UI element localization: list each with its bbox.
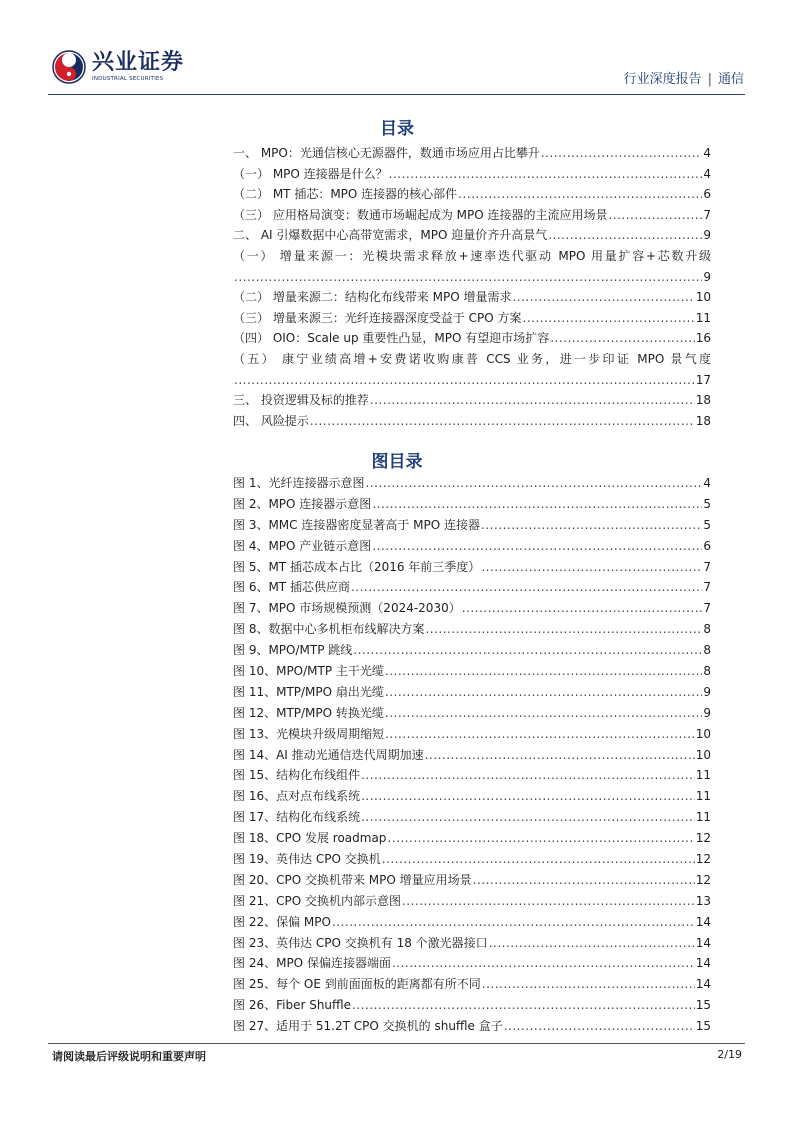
figure-entry[interactable] xyxy=(233,536,711,557)
toc-entry-page: 11 xyxy=(695,310,711,325)
figure-leader-dots xyxy=(481,557,702,578)
figure-page: 11 xyxy=(695,768,711,783)
figure-leader-dots xyxy=(385,661,702,682)
figure-label: MTP/MPO 扇出光缆 xyxy=(276,684,384,699)
figure-number: 图 9、 xyxy=(233,643,269,658)
footer-disclaimer[interactable]: 请阅读最后评级说明和重要声明 xyxy=(52,1050,206,1063)
figure-entry[interactable] xyxy=(233,682,711,703)
figure-label: 英伟达 CPO 交换机 xyxy=(276,852,381,867)
figure-number: 图 18、 xyxy=(233,831,277,846)
figure-leader-dots xyxy=(365,473,702,494)
toc-leader-dots xyxy=(370,390,695,411)
footer-divider xyxy=(48,1043,745,1044)
figure-entry[interactable] xyxy=(233,640,711,661)
figure-page: 14 xyxy=(695,914,711,929)
figure-entry[interactable] xyxy=(233,557,711,578)
figure-number: 图 20、 xyxy=(233,872,277,887)
toc-entry-label: （一） MPO 连接器是什么？ xyxy=(233,166,388,181)
figure-label: 光纤连接器示意图 xyxy=(268,476,365,490)
toc-entry[interactable] xyxy=(233,246,711,267)
figure-number: 图 19、 xyxy=(233,852,277,867)
figure-number: 图 17、 xyxy=(233,810,277,825)
toc-entry-label: 三、 投资逻辑及标的推荐 xyxy=(233,393,369,408)
figure-entry[interactable] xyxy=(233,765,711,786)
figure-entry[interactable] xyxy=(233,828,711,849)
figure-number: 图 3、 xyxy=(233,517,269,532)
toc-leader-dots xyxy=(608,205,702,226)
toc-entry-label: （二） 增量来源二：结构化布线带来 MPO 增量需求 xyxy=(233,290,512,305)
figure-leader-dots xyxy=(392,953,695,974)
toc-entry-page: 7 xyxy=(703,207,711,222)
figure-label: 英伟达 CPO 交换机有 18 个激光器接口 xyxy=(276,935,488,950)
figure-number: 图 24、 xyxy=(233,956,277,971)
toc-entry[interactable] xyxy=(233,164,711,185)
toc-entry-continuation[interactable] xyxy=(233,267,711,288)
figure-entry[interactable] xyxy=(233,1016,711,1037)
figure-entry[interactable] xyxy=(233,619,711,640)
figure-entry[interactable] xyxy=(233,786,711,807)
figure-page: 14 xyxy=(695,977,711,992)
toc-entry[interactable] xyxy=(233,205,711,226)
industry-label: 通信 xyxy=(717,72,744,87)
toc-leader-dots xyxy=(541,143,703,164)
figure-label: CPO 交换机带来 MPO 增量应用场景 xyxy=(276,872,472,887)
toc-entry-page: 6 xyxy=(703,187,711,202)
toc-entry-label: （三） 增量来源三：光纤连接器深度受益于 CPO 方案 xyxy=(233,310,522,325)
figure-entry[interactable] xyxy=(233,661,711,682)
company-logo xyxy=(52,50,202,90)
list-of-figures xyxy=(233,473,711,1037)
figure-leader-dots xyxy=(352,995,695,1016)
figure-page: 5 xyxy=(703,496,711,511)
figure-number: 图 1、 xyxy=(233,476,269,490)
toc-entry-page: 18 xyxy=(695,393,711,408)
figure-entry[interactable] xyxy=(233,745,711,766)
toc-title: 目录 xyxy=(380,119,414,139)
table-of-contents xyxy=(233,143,711,431)
figure-label: 点对点布线系统 xyxy=(276,789,361,804)
page-header xyxy=(0,0,794,96)
figure-entry[interactable] xyxy=(233,598,711,619)
figure-page: 12 xyxy=(695,872,711,887)
toc-entry[interactable] xyxy=(233,328,711,349)
figure-entry[interactable] xyxy=(233,577,711,598)
figure-number: 图 15、 xyxy=(233,768,277,783)
toc-entry[interactable] xyxy=(233,411,711,432)
figure-number: 图 10、 xyxy=(233,664,277,679)
figure-leader-dots xyxy=(353,640,702,661)
figure-label: MPO 市场规模预测（2024-2030） xyxy=(268,601,461,616)
figure-entry[interactable] xyxy=(233,473,711,494)
figure-entry[interactable] xyxy=(233,494,711,515)
figure-number: 图 11、 xyxy=(233,684,277,699)
figure-page: 4 xyxy=(703,476,711,490)
figure-label: 光模块升级周期缩短 xyxy=(276,726,385,741)
toc-entry-page: 18 xyxy=(695,413,711,428)
figure-label: CPO 发展 roadmap xyxy=(276,831,387,846)
figure-leader-dots xyxy=(361,786,695,807)
figure-leader-dots xyxy=(473,870,695,891)
toc-entry-label: 二、 AI 引爆数据中心高带宽需求，MPO 迎量价齐升高景气 xyxy=(233,228,548,243)
page-number: 2/19 xyxy=(717,1048,742,1061)
figure-leader-dots xyxy=(382,849,695,870)
figure-page: 9 xyxy=(703,684,711,699)
figure-entry[interactable] xyxy=(233,891,711,912)
figure-label: MTP/MPO 转换光缆 xyxy=(276,705,384,720)
figure-number: 图 12、 xyxy=(233,705,277,720)
figure-number: 图 25、 xyxy=(233,977,277,992)
figure-label: 数据中心多机柜布线解决方案 xyxy=(268,622,425,637)
figure-label: 每个 OE 到前面面板的距离都有所不同 xyxy=(276,977,481,992)
figure-page: 12 xyxy=(695,831,711,846)
figure-entry[interactable] xyxy=(233,974,711,995)
figure-number: 图 2、 xyxy=(233,496,269,511)
figure-label: CPO 交换机内部示意图 xyxy=(276,893,401,908)
figure-label: MT 插芯供应商 xyxy=(268,580,350,595)
figure-label: MPO 连接器示意图 xyxy=(268,496,372,511)
figure-entry[interactable] xyxy=(233,933,711,954)
toc-leader-dots xyxy=(458,184,702,205)
toc-leader-dots xyxy=(389,164,703,185)
figure-number: 图 16、 xyxy=(233,789,277,804)
toc-entry-label: （三） 应用格局演变：数通市场崛起成为 MPO 连接器的主流应用场景 xyxy=(233,207,608,222)
figure-label: 保偏 MPO xyxy=(276,914,331,929)
figure-leader-dots xyxy=(402,891,695,912)
logo-english-name: INDUSTRIAL SECURITIES xyxy=(92,76,164,82)
figure-page: 12 xyxy=(695,852,711,867)
figure-number: 图 13、 xyxy=(233,726,277,741)
figure-label: MMC 连接器密度显著高于 MPO 连接器 xyxy=(268,517,481,532)
figure-page: 6 xyxy=(703,538,711,553)
figure-page: 7 xyxy=(703,580,711,595)
toc-entry[interactable] xyxy=(233,349,711,370)
figure-label: MPO/MTP 主干光缆 xyxy=(276,664,384,679)
figure-number: 图 26、 xyxy=(233,998,277,1013)
toc-entry-page: 4 xyxy=(703,146,711,160)
figure-entry[interactable] xyxy=(233,724,711,745)
figure-leader-dots xyxy=(332,912,695,933)
figure-label: 结构化布线组件 xyxy=(276,768,361,783)
toc-entry-label: 四、 风险提示 xyxy=(233,413,309,428)
figure-number: 图 14、 xyxy=(233,747,277,762)
figure-entry[interactable] xyxy=(233,515,711,536)
toc-entry-continuation[interactable] xyxy=(233,370,711,391)
toc-entry-label: 一、 MPO：光通信核心无源器件，数通市场应用占比攀升 xyxy=(233,146,540,160)
figure-entry[interactable] xyxy=(233,912,711,933)
figure-label: 适用于 51.2T CPO 交换机的 shuffle 盒子 xyxy=(276,1019,503,1034)
figure-page: 14 xyxy=(695,935,711,950)
figure-label: 结构化布线系统 xyxy=(276,810,361,825)
figure-number: 图 27、 xyxy=(233,1019,277,1034)
figure-label: AI 推动光通信迭代周期加速 xyxy=(276,747,424,762)
figure-leader-dots xyxy=(481,515,702,536)
figure-number: 图 23、 xyxy=(233,935,277,950)
figure-page: 11 xyxy=(695,789,711,804)
figure-label: Fiber Shuffle xyxy=(276,998,352,1013)
figure-number: 图 6、 xyxy=(233,580,269,595)
figure-label: MPO 产业链示意图 xyxy=(268,538,372,553)
figure-number: 图 4、 xyxy=(233,538,269,553)
figure-page: 8 xyxy=(703,664,711,679)
figure-leader-dots xyxy=(504,1016,695,1037)
toc-leader-dots xyxy=(548,225,702,246)
figure-leader-dots xyxy=(361,765,695,786)
toc-entry[interactable] xyxy=(233,287,711,308)
figure-page: 15 xyxy=(695,1019,711,1034)
figure-page: 10 xyxy=(695,726,711,741)
figure-number: 图 5、 xyxy=(233,559,269,574)
figure-leader-dots xyxy=(462,598,703,619)
figures-title: 图目录 xyxy=(371,452,423,472)
figure-page: 9 xyxy=(703,705,711,720)
figure-leader-dots xyxy=(372,536,702,557)
figure-page: 8 xyxy=(703,622,711,637)
toc-entry[interactable] xyxy=(233,308,711,329)
figure-entry[interactable] xyxy=(233,870,711,891)
figure-entry[interactable] xyxy=(233,953,711,974)
toc-entry-page: 9 xyxy=(703,228,711,243)
figure-entry[interactable] xyxy=(233,995,711,1016)
toc-leader-dots xyxy=(234,267,702,288)
toc-entry-page: 9 xyxy=(703,269,711,284)
figure-label: MPO 保偏连接器端面 xyxy=(276,956,391,971)
toc-leader-dots xyxy=(512,287,694,308)
figure-leader-dots xyxy=(385,703,702,724)
figure-label: MPO/MTP 跳线 xyxy=(268,643,353,658)
header-divider xyxy=(48,94,745,95)
figure-page: 13 xyxy=(695,893,711,908)
toc-entry[interactable] xyxy=(233,143,711,164)
toc-entry[interactable] xyxy=(233,184,711,205)
figure-entry[interactable] xyxy=(233,807,711,828)
toc-leader-dots xyxy=(234,370,695,391)
figure-number: 图 22、 xyxy=(233,914,277,929)
figure-page: 7 xyxy=(703,601,711,616)
figure-leader-dots xyxy=(351,577,702,598)
toc-entry-page: 10 xyxy=(695,290,711,305)
figure-label: MT 插芯成本占比（2016 年前三季度） xyxy=(268,559,481,574)
figure-leader-dots xyxy=(387,828,694,849)
toc-leader-dots xyxy=(523,308,695,329)
toc-entry-page: 17 xyxy=(695,372,711,387)
figure-leader-dots xyxy=(385,682,702,703)
figure-page: 14 xyxy=(695,956,711,971)
toc-entry[interactable] xyxy=(233,390,711,411)
figure-page: 7 xyxy=(703,559,711,574)
toc-entry-page: 4 xyxy=(703,166,711,181)
report-type: 行业深度报告 xyxy=(623,72,702,87)
figure-number: 图 8、 xyxy=(233,622,269,637)
figure-entry[interactable] xyxy=(233,703,711,724)
toc-entry-label: （五） 康宁业绩高增+安费诺收购康普 CCS 业务，进一步印证 MPO 景气度 xyxy=(233,351,711,366)
figure-page: 5 xyxy=(703,517,711,532)
figure-number: 图 7、 xyxy=(233,601,269,616)
toc-leader-dots xyxy=(310,411,695,432)
figure-page: 15 xyxy=(695,998,711,1013)
company-logo-icon xyxy=(52,50,86,84)
toc-entry-label: （二） MT 插芯：MPO 连接器的核心部件 xyxy=(233,187,458,202)
figure-leader-dots xyxy=(372,494,702,515)
figure-entry[interactable] xyxy=(233,849,711,870)
toc-entry-page: 16 xyxy=(695,331,711,346)
header-separator: | xyxy=(707,72,712,87)
report-category xyxy=(624,68,744,87)
figure-leader-dots xyxy=(425,745,695,766)
figure-page: 11 xyxy=(695,810,711,825)
toc-entry-label: （一） 增量来源一：光模块需求释放+速率迭代驱动 MPO 用量扩容+芯数升级 xyxy=(233,248,711,263)
figure-leader-dots xyxy=(489,933,695,954)
logo-chinese-name: 兴业证券 xyxy=(92,50,185,75)
figure-leader-dots xyxy=(425,619,702,640)
toc-leader-dots xyxy=(550,328,694,349)
toc-entry-label: （四） OIO：Scale up 重要性凸显，MPO 有望迎市场扩容 xyxy=(233,331,550,346)
figure-leader-dots xyxy=(482,974,695,995)
toc-entry[interactable] xyxy=(233,225,711,246)
figure-leader-dots xyxy=(361,807,695,828)
figure-leader-dots xyxy=(385,724,695,745)
figure-page: 8 xyxy=(703,643,711,658)
figure-number: 图 21、 xyxy=(233,893,277,908)
figure-page: 10 xyxy=(695,747,711,762)
